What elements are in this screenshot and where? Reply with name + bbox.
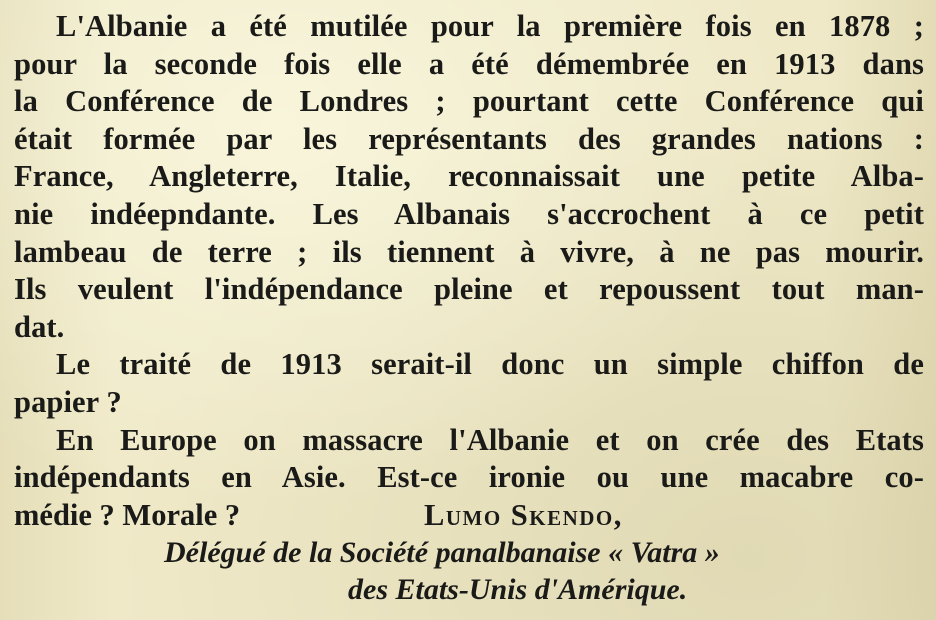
paragraph-3-line-3-text: médie ? Morale ?	[14, 497, 241, 532]
paragraph-3-line-2: indépendants en Asie. Est-ce ironie ou une macabre co-	[14, 460, 924, 495]
paragraph-1	[14, 8, 924, 346]
paragraph-1-line-7: lambeau de terre ; ils tiennent à vivre, à ne pas mourir.	[14, 234, 924, 269]
document-page	[14, 0, 924, 608]
paragraph-2-line-2: papier ?	[14, 384, 122, 419]
paragraph-1-line-2: pour la seconde fois elle a été démembrée en 1913 dans	[14, 46, 924, 81]
paragraph-2-line-1: Le traité de 1913 serait-il donc un simple chiffon de	[56, 347, 924, 382]
paragraph-2	[14, 346, 924, 421]
paragraph-1-line-8: Ils veulent l'indépendance pleine et repoussent tout man-	[14, 272, 924, 307]
paragraph-1-line-4: était formée par les représentants des grandes nations :	[14, 121, 924, 156]
cut-off-top-line	[14, 0, 924, 8]
paragraph-1-line-9: dat.	[14, 309, 65, 344]
paragraph-1-line-6: nie indéepndante. Les Albanais s'accrochent à ce petit	[14, 196, 924, 231]
paragraph-1-line-3: la Conférence de Londres ; pourtant cette Conférence qui	[14, 84, 924, 119]
signature-title-line-1: Délégué de la Société panalbanaise « Vatra »	[164, 536, 720, 570]
paragraph-3-line-1: En Europe on massacre l'Albanie et on crée des Etats	[56, 422, 924, 457]
signature-title-line-2: des Etats-Unis d'Amérique.	[348, 573, 688, 607]
paragraph-1-line-1: L'Albanie a été mutilée pour la première fois en 1878 ;	[56, 9, 924, 43]
paragraph-1-line-5: France, Angleterre, Italie, reconnaissait une petite Alba-	[14, 159, 924, 194]
paragraph-3-line-3	[14, 497, 924, 535]
paragraph-3	[14, 422, 924, 535]
signature-name: Lumo Skendo,	[424, 497, 623, 532]
